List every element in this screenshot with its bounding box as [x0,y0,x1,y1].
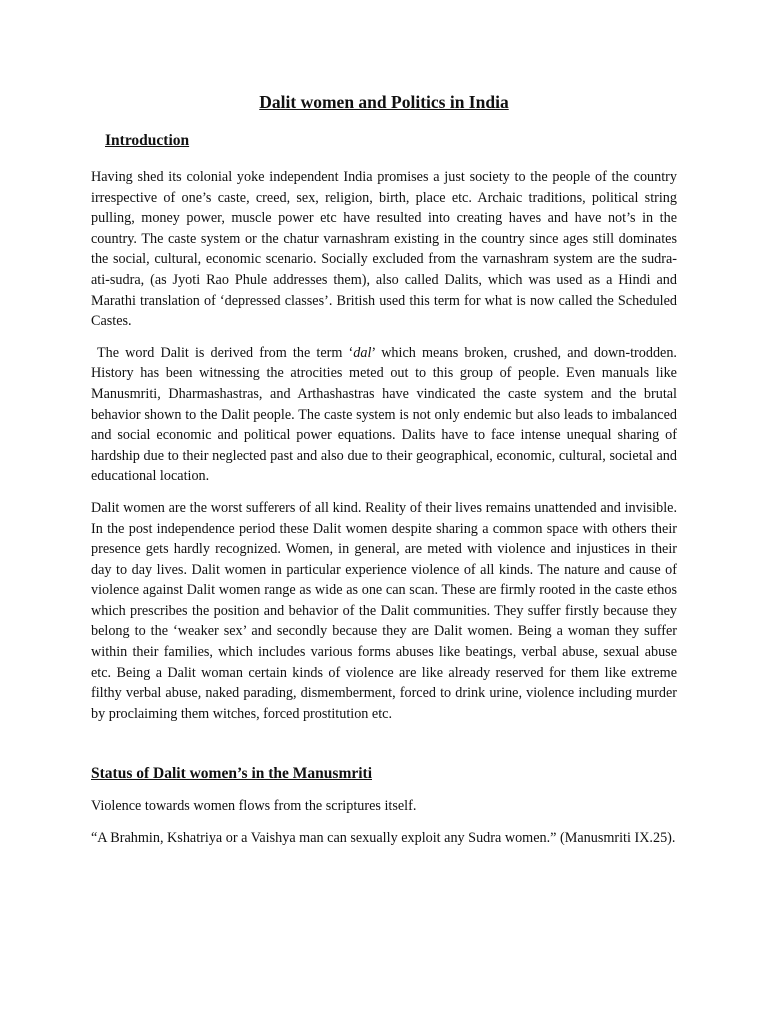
introduction-paragraph-1: Having shed its colonial yoke independent India promises a just society to the people of the country irrespective of one’s caste, creed, sex, religion, birth, place etc. Archaic traditions, political string pulling, money power, muscle power etc have resulted into creating haves and have not’s in the country. The caste system or the chatur varnashram existing in the country since ages still dominates the social, cultural, economic scenario. Socially excluded from the varnashram system are the sudra-ati-sudra, (as Jyoti Rao Phule addresses them), also called Dalits, which was used as a Hindi and Marathi translation of ‘depressed classes’. British used this term for what is now called the Scheduled Castes. [91,169,677,330]
paragraph-2-lead-text: The word Dalit is derived from the term ‘ [97,344,354,361]
manusmriti-heading: Status of Dalit women’s in the Manusmriti [91,765,373,783]
dal-term: dal [353,344,372,361]
introduction-heading: Introduction [105,132,190,149]
manusmriti-paragraph-1: Violence towards women flows from the scriptures itself. [91,798,417,815]
introduction-paragraph-2 [91,343,677,487]
document-title: Dalit women and Politics in India [259,92,509,112]
introduction-paragraph-3: Dalit women are the worst sufferers of all kind. Reality of their lives remains unattended and invisible. In the post independence period these Dalit women despite sharing a common space with others their presence gets hardly recognized. Women, in general, are meted with violence and injustices in their day to day lives. Dalit women in particular experience violence of all kinds. The nature and cause of violence against Dalit women range as wide as one can scan. These are firmly rooted in the caste ethos which prescribes the position and behavior of the Dalit communities. They suffer firstly because they belong to the ‘weaker sex’ and secondly because they are Dalit women. Being a woman they suffer within their families, which includes various forms abuses like beatings, verbal abuse, sexual abuse etc. Being a Dalit woman certain kinds of violence are like already reserved for them like extreme filthy verbal abuse, naked parading, dismemberment, forced to drink urine, violence including murder by proclaiming them witches, forced prostitution etc. [91,499,677,722]
manusmriti-quote: “A Brahmin, Kshatriya or a Vaishya man can sexually exploit any Sudra women.” (Manusmriti IX.25). [91,830,676,847]
paragraph-2-body-text: ’ which means broken, crushed, and down-trodden. History has been witnessing the atrocities meted out to this group of people. Even manuals like Manusmriti, Dharmashastras, and Arthashastras have vindicated the caste system and the brutal behavior shown to the Dalit people. The caste system is not only endemic but also leads to imbalanced and social economic and political power equations. Dalits have to face intense unequal sharing of hardship due to their neglected past and also due to their geographical, economic, cultural, societal and educational location. [91,344,677,485]
